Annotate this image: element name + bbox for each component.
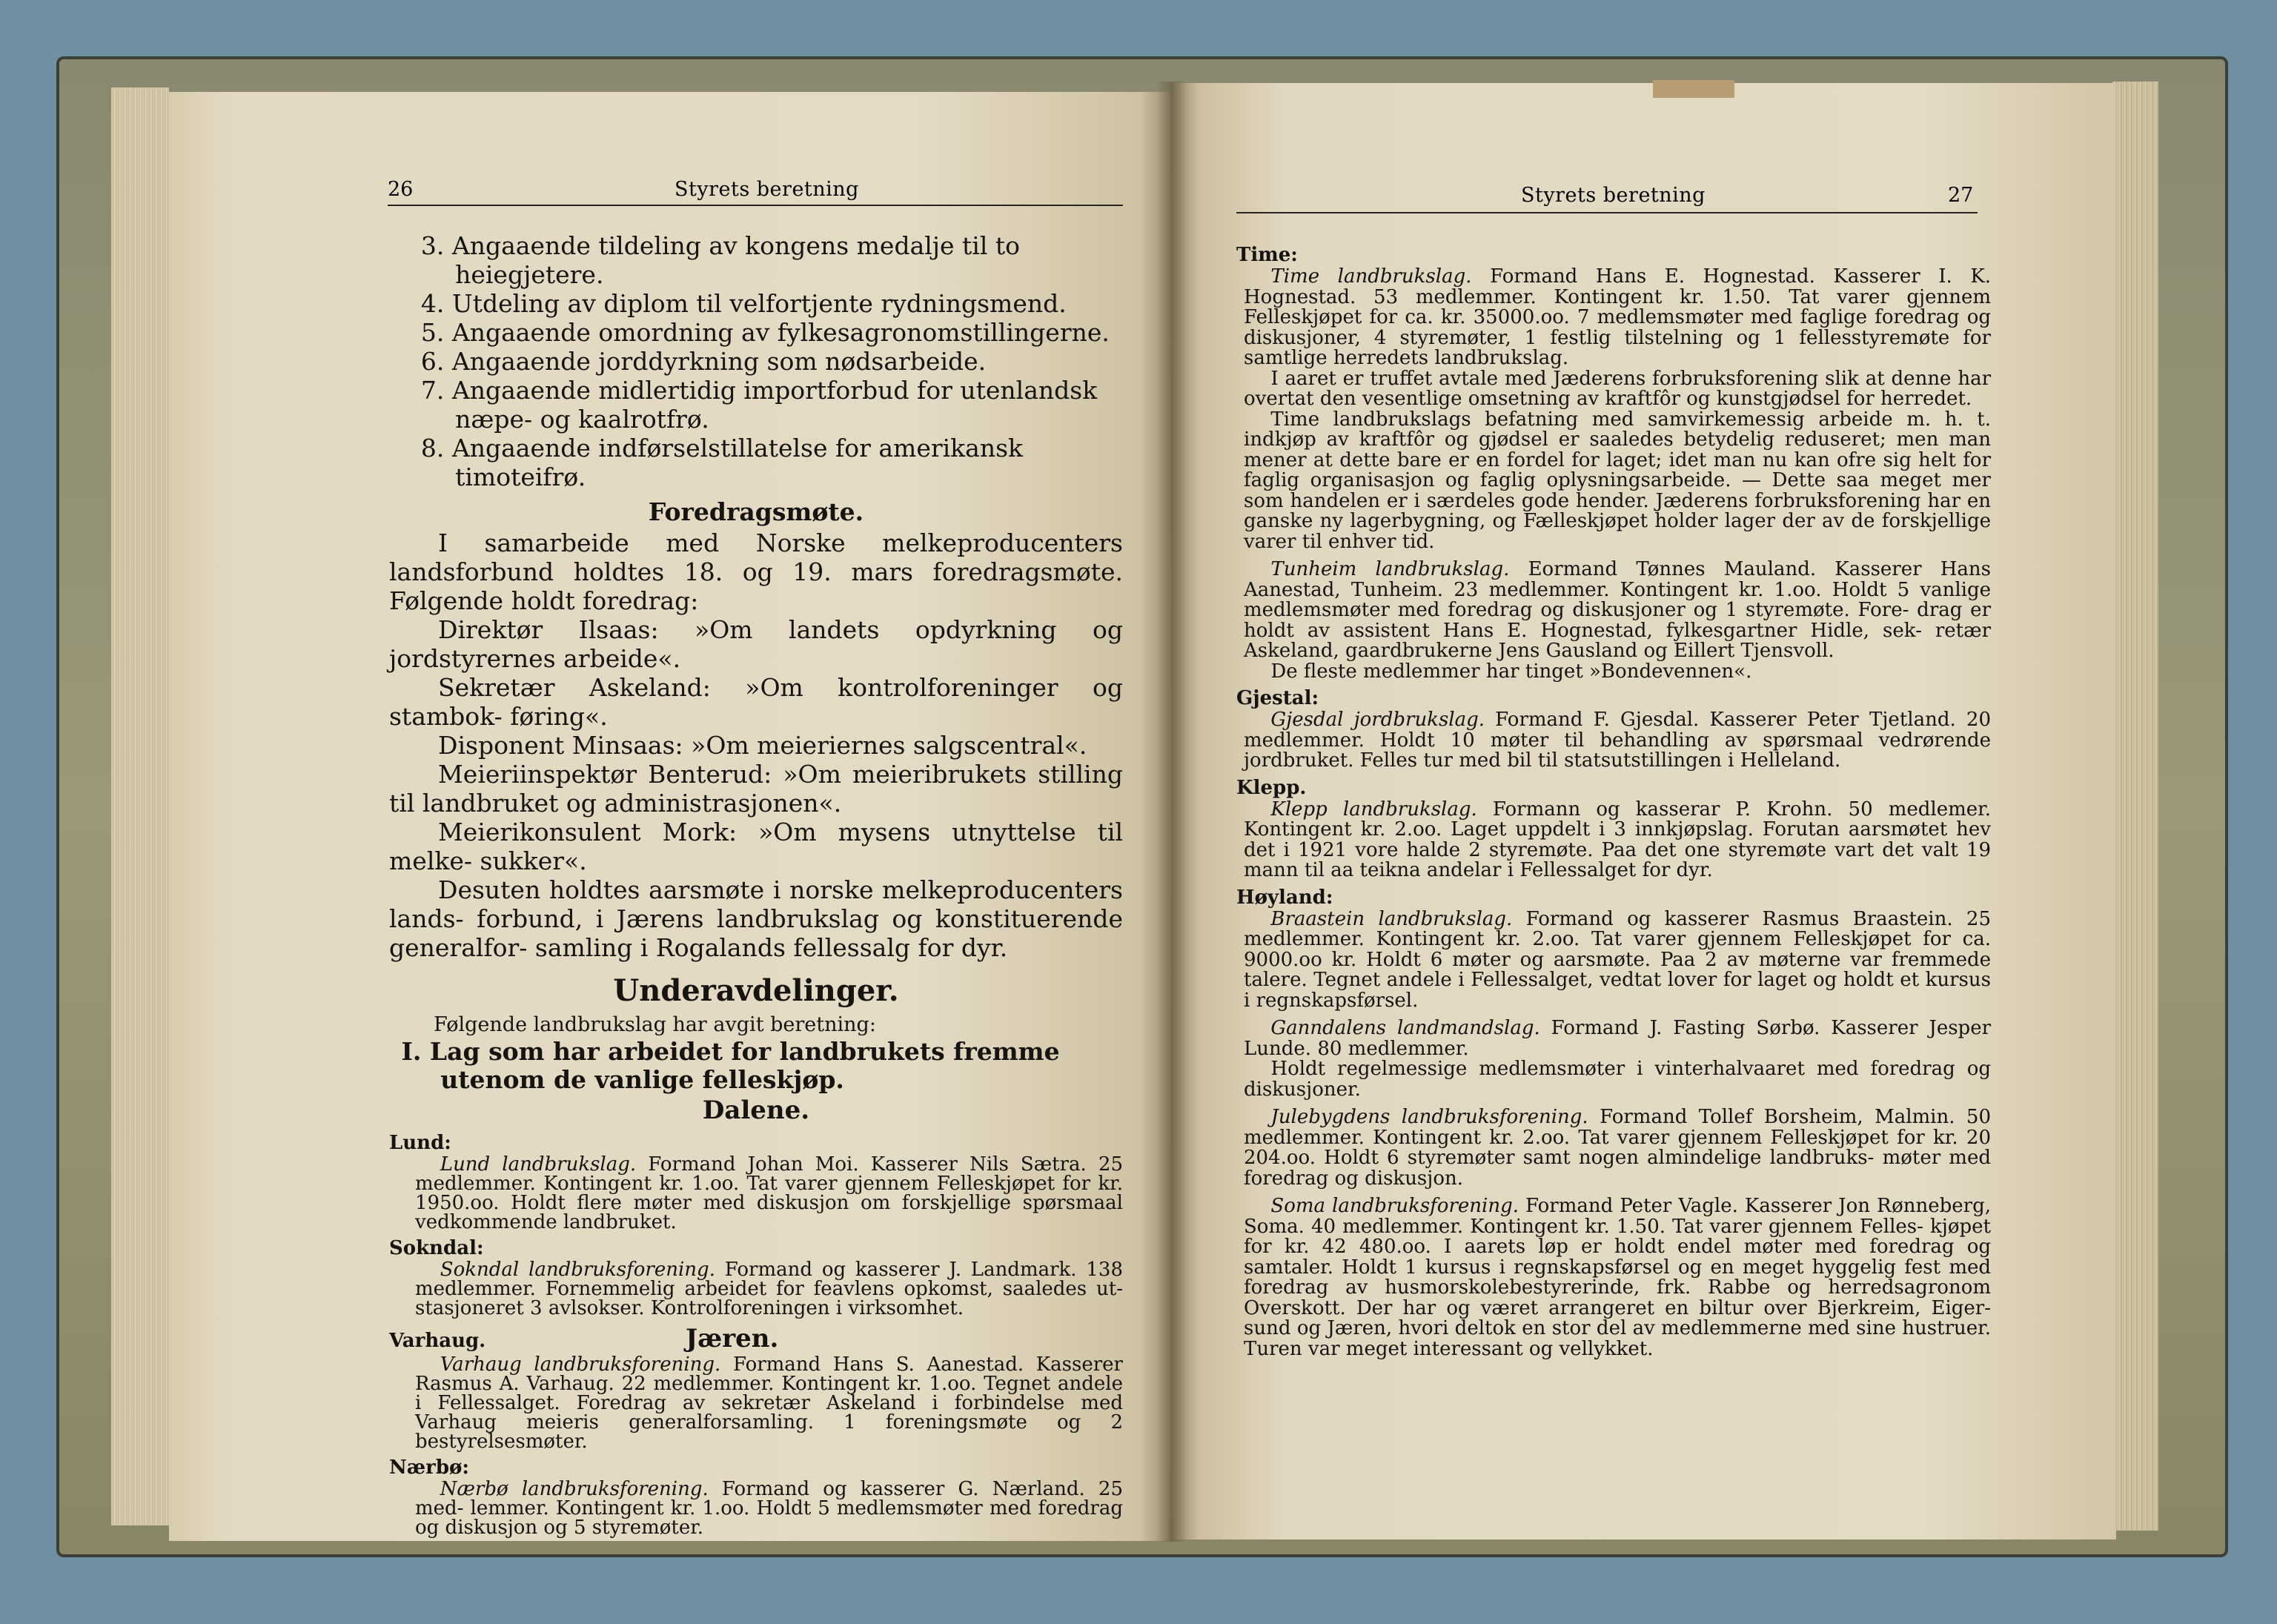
place-heading: Lund: (389, 1132, 451, 1154)
entry-text: I aaret er truffet avtale med Jæderens forbruksforening slik at denne har overtat den vesentlige omsetning av kraftfôr og kunstgjødsel for herredet. (1244, 367, 1991, 410)
right-header-rule (1236, 212, 1978, 213)
entry-text: Time landbrukslags befatning med samvirkemessig arbeide m. h. t. indkjøp av kraftfôr og gjødsel er saaledes betydelig reduseret; men man mener at dette bare er en fordel for laget; idet man nu kan ofre sig helt for faglig organisasjon og faglig oplysningsarbeide. — Dette saa meget mer som handelen er i særdeles gode hender. Jæderens forbruksforening har en ganske ny lagerbygning, og Fælleskjøpet holder lager der av de forskjellige varer til enhver tid. (1244, 408, 1991, 553)
numbered-item: 5. Angaaende omordning av fylkesagronomstillingerne. (420, 318, 1110, 347)
lag-name: Sokndal landbruksforening. (440, 1259, 715, 1281)
numbered-item: 8. Angaaende indførselstillatelse for amerikansk timoteifrø. (420, 434, 1024, 491)
page-edges-left (111, 87, 169, 1525)
place-heading: Nærbø: (389, 1456, 469, 1479)
numbered-item: 4. Utdeling av diplom til velfortjente rydningsmend. (420, 289, 1067, 318)
left-page-number: 26 (388, 178, 414, 201)
entry-text: Julebygdens landbruksforening. Formand Tollef Borsheim, Malmin. 50 medlemmer. Kontingent kr. 2.oo. Tat varer gjennem Felleskjøpet for kr. 20 204.oo. Holdt 6 styremøter samt nogen almindelige landbruks- møter med foredrag og diskusjon. (1244, 1106, 1992, 1190)
page-edges-right (2112, 82, 2158, 1531)
lag-name: Time landbrukslag. (1270, 265, 1472, 288)
underavdelinger-heading: Underavdelinger. (613, 973, 899, 1008)
entry-text: Sokndal landbruksforening. Formand og kasserer J. Landmark. 138 medlemmer. Fornemmelig arbeidet for feavlens opkomst, saaledes ut- stasjoneret 3 avlsokser. Kontrolforeningen i virksomhet. (415, 1259, 1123, 1319)
right-running-head: Styrets beretning (1521, 184, 1706, 207)
entry-text: Soma landbruksforening. Formand Peter Vagle. Kasserer Jon Rønneberg, Soma. 40 medlemmer. Kontingent kr. 1.50. Tat varer gjennem Felles- kjøpet for kr. 42 480.oo. I aarets løp er holdt endel møter med foredrag og samtaler. Holdt 1 kursus i regnskapsførsel og en meget hyggelig fest med foredrag av husmorskolebestyrerinde, frk. Rabbe og herredsagronom Overskott. Der har og været arrangeret en biltur over Bjerkreim, Eiger- sund og Jæren, hvori deltok en stor del av medlemmerne med sine hustruer. Turen var meget interessant og vellykket. (1244, 1195, 1991, 1360)
entry-text: Tunheim landbrukslag. Eormand Tønnes Mauland. Kasserer Hans Aanestad, Tunheim. 23 medlemmer. Kontingent kr. 1.oo. Holdt 5 vanlige medlemsmøter med foredrag og diskusjoner og 1 styremøte. Fore- drag er holdt av assistent Hans E. Hognestad, fylkesgartner Hidle, sek- retær Askeland, gaardbrukerne Jens Gausland og Eillert Tjensvoll. (1244, 558, 1992, 662)
numbered-item: 7. Angaaende midlertidig importforbud for utenlandsk næpe- og kaalrotfrø. (420, 376, 1098, 434)
place-heading: Varhaug. (389, 1330, 486, 1352)
lag-name: Ganndalens landmandslag. (1270, 1017, 1540, 1039)
foredrag-paragraph: I samarbeide med Norske melkeproducenters landsforbund holdtes 18. og 19. mars foredragsmøte. Følgende holdt foredrag: (389, 528, 1123, 615)
place-heading: Høyland: (1236, 886, 1333, 909)
entry-text: Klepp landbrukslag. Formann og kasserar P. Krohn. 50 medlemer. Kontingent kr. 2.oo. Laget uppdelt i 3 innkjøpslag. Forutan aarsmøtet hev det i 1921 vore halde 2 styremøte. Paa det one styremøte vart det valt 19 mann til aa teikna andelar i Fellessalget for dyr. (1244, 798, 1991, 881)
lag-name: Nærbø landbruksforening. (440, 1478, 709, 1500)
district-heading: Dalene. (702, 1096, 810, 1125)
right-page-number: 27 (1948, 184, 1974, 207)
left-page-body (389, 231, 1123, 1537)
page-marker-tab (1653, 80, 1734, 98)
entry-text: Time landbrukslag. Formand Hans E. Hognestad. Kasserer I. K. Hognestad. 53 medlemmer. Kontingent kr. 1.50. Tat varer gjennem Felleskjøpet for ca. kr. 35000.oo. 7 medlemsmøter med faglige foredrag og diskusjoner, 4 styremøter, 1 festlig tilstelning og 1 fellesstyremøte for samtlige herredets landbrukslag. (1244, 265, 1992, 369)
lag-name: Lund landbrukslag. (440, 1153, 637, 1176)
lag-name: Soma landbruksforening. (1270, 1195, 1519, 1217)
numbered-item: 6. Angaaende jorddyrkning som nødsarbeide. (420, 347, 987, 376)
place-heading: Time: (1236, 244, 1298, 266)
lag-name: Tunheim landbrukslag. (1270, 558, 1510, 580)
entry-text: Lund landbrukslag. Formand Johan Moi. Kasserer Nils Sætra. 25 medlemmer. Kontingent kr. 1.oo. Tat varer gjennem Felleskjøpet for kr. 1950.oo. Holdt flere møter med diskusjon om forskjellige spørsmaal vedkommende landbruket. (415, 1153, 1123, 1233)
book-gutter (1156, 82, 1187, 1542)
lag-name: Varhaug landbruksforening. (440, 1353, 721, 1376)
left-running-head: Styrets beretning (675, 178, 859, 201)
foredrag-paragraph: Sekretær Askeland: »Om kontrolforeninger og stambok- føring«. (389, 673, 1123, 731)
foredrag-paragraph: Desuten holdtes aarsmøte i norske melkeproducenters lands- forbund, i Jærens landbrukslag og konstituerende generalfor- samling i Rogalands fellessalg for dyr. (389, 875, 1123, 962)
place-heading: Sokndal: (389, 1237, 484, 1259)
foredrag-heading: Foredragsmøte. (648, 497, 864, 526)
entry-text: Gjesdal jordbrukslag. Formand F. Gjesdal. Kasserer Peter Tjetland. 20 medlemmer. Holdt 10 møter til behandling av spørsmaal vedrørende jordbruket. Felles tur med bil til statsutstillingen i Helleland. (1244, 709, 1991, 772)
entry-text: Ganndalens landmandslag. Formand J. Fasting Sørbø. Kasserer Jesper Lunde. 80 medlemmer. (1244, 1017, 1992, 1060)
entry-text: De fleste medlemmer har tinget »Bondevennen«. (1270, 660, 1752, 683)
entry-text: Holdt regelmessige medlemsmøter i vinterhalvaaret med foredrag og diskusjoner. (1244, 1058, 1991, 1101)
underavdelinger-lead: Følgende landbrukslag har avgit beretning: (434, 1013, 876, 1036)
place-heading: Klepp. (1236, 776, 1307, 799)
left-header-rule (388, 205, 1123, 206)
entry-text: Nærbø landbruksforening. Formand og kasserer G. Nærland. 25 med- lemmer. Kontingent kr. 1.oo. Holdt 5 medlemsmøter med foredrag og diskusjon og 5 styremøter. (415, 1478, 1123, 1539)
lag-name: Julebygdens landbruksforening. (1270, 1106, 1588, 1128)
lag-name: Klepp landbrukslag. (1270, 798, 1477, 821)
entry-text: Braastein landbrukslag. Formand og kasserer Rasmus Braastein. 25 medlemmer. Kontingent kr. 2.oo. Tat varer gjennem Felleskjøpet for ca. 9000.oo kr. Holdt 6 møter og aarsmøte. Paa 2 av møterne var fremmede talere. Tegnet andele i Fellessalget, vedtat lover for laget og holdt et kursus i regnskapsførsel. (1244, 907, 1991, 1012)
foredrag-paragraph: Meieriinspektør Benterud: »Om meieribrukets stilling til landbruket og administrasjonen«. (389, 760, 1123, 818)
entry-text: Varhaug landbruksforening. Formand Hans S. Aanestad. Kasserer Rasmus A. Varhaug. 22 medlemmer. Kontingent kr. 1.oo. Tegnet andele i Fellessalget. Foredrag av sekretær Askeland i forbindelse med Varhaug meieris generalforsamling. 1 foreningsmøte og 2 bestyrelsesmøter. (415, 1353, 1123, 1453)
foredrag-paragraph: Disponent Minsaas: »Om meieriernes salgscentral«. (438, 731, 1087, 760)
right-page-body (1236, 239, 1991, 1359)
foredrag-paragraph: Meierikonsulent Mork: »Om mysens utnyttelse til melke- sukker«. (389, 818, 1123, 875)
district-heading: Jæren. (686, 1324, 779, 1353)
lag-name: Braastein landbrukslag. (1270, 907, 1513, 930)
foredrag-paragraph: Direktør Ilsaas: »Om landets opdyrkning og jordstyrernes arbeide«. (389, 615, 1123, 673)
place-heading: Gjestal: (1236, 687, 1319, 709)
lag-name: Gjesdal jordbrukslag. (1270, 709, 1485, 731)
section-heading: I. Lag som har arbeidet for landbrukets fremme utenom de vanlige felleskjøp. (401, 1037, 1060, 1094)
numbered-item: 3. Angaaende tildeling av kongens medalje til to heiegjetere. (420, 231, 1021, 289)
